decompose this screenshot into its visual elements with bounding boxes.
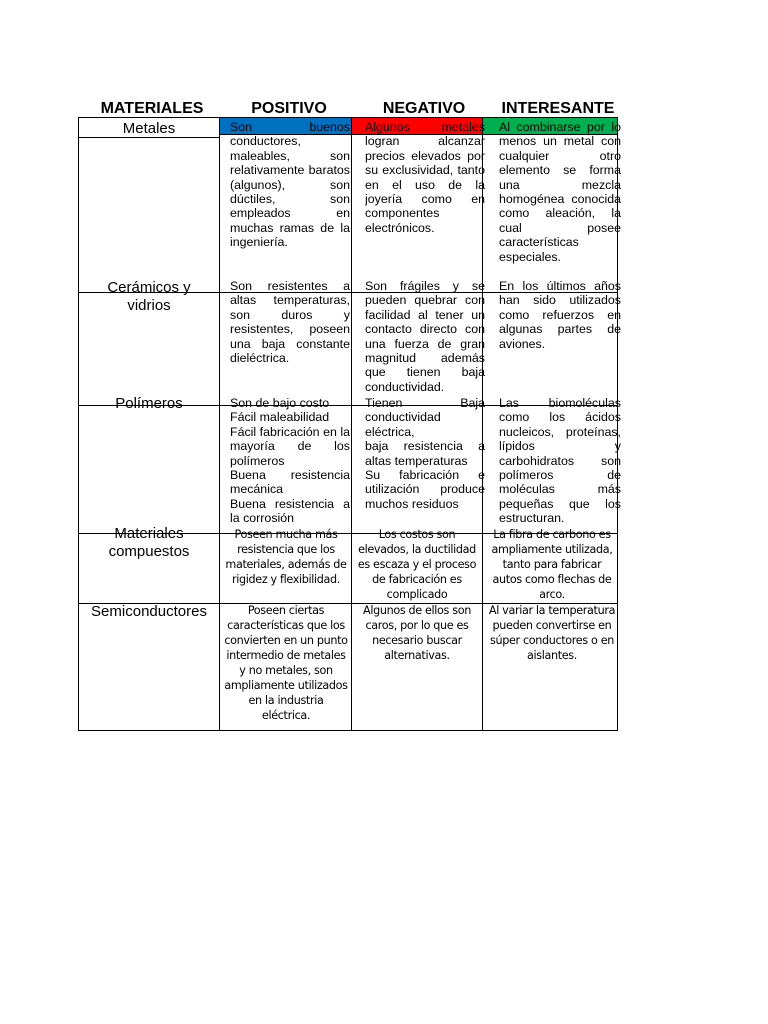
row-label-compuestos-text: Materiales compuestos	[108, 525, 190, 560]
ceramicos-positivo: Son resistentes a altas temperaturas, son duros y resistentes, poseen una baja constante dieléctrica.	[230, 279, 350, 366]
polimeros-positivo-line: Buena resistencia a la corrosión	[230, 496, 350, 526]
semiconductores-interesante: Al variar la temperatura pueden convertirse en súper conductores o en aislantes.	[488, 604, 616, 662]
ceramicos-interesante: En los últimos años han sido utilizados como refuerzos en algunas partes de aviones.	[499, 279, 621, 351]
row-label-compuestos	[79, 525, 219, 561]
polimeros-positivo-line: Fácil fabricación en la mayoría de los polímeros	[230, 424, 350, 468]
metales-negativo: Algunos metales logran alcanzar precios elevados por su exclusividad, tanto en el uso de la joyería como en componentes electrónicos.	[365, 120, 485, 235]
header-interesante: INTERESANTE	[501, 100, 615, 117]
semiconductores-negativo: Algunos de ellos son caros, por lo que es necesario buscar alternativas.	[363, 604, 471, 662]
compuestos-positivo: Poseen mucha más resistencia que los materiales, además de rigidez y flexibilidad.	[225, 528, 347, 586]
header-positivo: POSITIVO	[251, 100, 327, 117]
row-label-semiconductores: Semiconductores	[91, 603, 207, 620]
row-label-ceramicos-text: Cerámicos y vidrios	[107, 279, 191, 314]
polimeros-negativo	[365, 396, 485, 530]
polimeros-positivo-line: Son de bajo costo	[230, 396, 330, 410]
compuestos-interesante: La fibra de carbono es ampliamente utilizada, tanto para fabricar autos como flechas de arco.	[491, 528, 613, 601]
ceramicos-negativo: Son frágiles y se pueden quebrar con facilidad al tener un contacto directo con una fuerza de gran magnitud además que tienen baja conductividad.	[365, 279, 485, 394]
polimeros-positivo-line: Fácil maleabilidad	[230, 410, 330, 425]
polimeros-positivo	[230, 396, 350, 530]
polimeros-negativo-line: baja resistencia a altas temperaturas	[365, 439, 485, 468]
metales-interesante: Al combinarse por lo menos un metal con cualquier otro elemento se forma una mezcla homogénea conocida como aleación, la cual posee características especiales.	[499, 120, 621, 264]
compuestos-negativo: Los costos son elevados, la ductilidad es escaza y el proceso de fabricación es complicado	[357, 528, 477, 601]
polimeros-interesante: Las biomoléculas como los ácidos nucleicos, proteínas, lípidos y carbohidratos son polímeros de moléculas más pequeñas que los estructuran.	[499, 396, 621, 526]
polimeros-positivo-line: Buena resistencia mecánica	[230, 468, 350, 497]
header-negativo: NEGATIVO	[382, 100, 466, 117]
row-label-metales: Metales	[122, 120, 176, 137]
polimeros-negativo-line: Tienen Baja conductividad eléctrica,	[365, 396, 485, 439]
semiconductores-positivo: Poseen ciertas características que los convierten en un punto intermedio de metales y no metales, son ampliamente utilizados en la industria eléctrica.	[224, 604, 348, 722]
header-materiales: MATERIALES	[100, 100, 204, 117]
polimeros-negativo-line: Su fabricación e utilización produce muchos residuos	[365, 468, 485, 511]
metales-positivo: Son buenos conductores, maleables, son relativamente baratos (algunos), son dúctiles, son empleados en muchas ramas de la ingeniería.	[230, 120, 350, 250]
row-label-ceramicos	[79, 279, 219, 315]
row-label-polimeros: Polímeros	[115, 395, 183, 412]
